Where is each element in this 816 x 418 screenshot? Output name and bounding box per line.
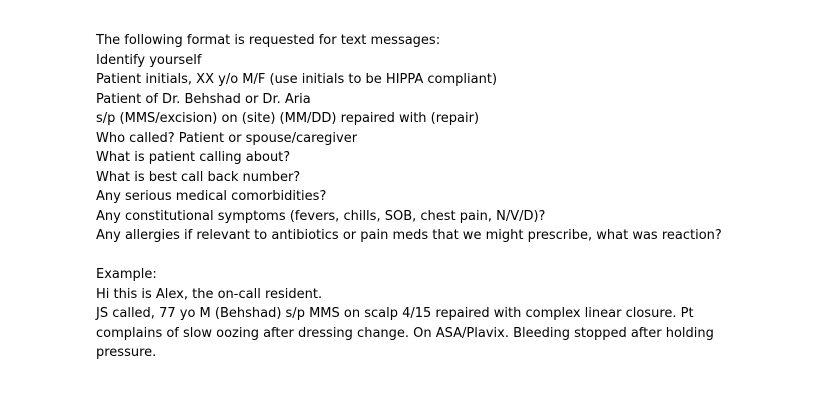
example-body-line-3: pressure.	[96, 345, 157, 360]
format-item-caller: Who called? Patient or spouse/caregiver	[96, 130, 358, 146]
format-item-initials: Patient initials, XX y/o M/F (use initials to be HIPPA compliant)	[96, 72, 498, 87]
document-body	[96, 31, 796, 363]
example-body-line-1: JS called, 77 yo M (Behshad) s/p MMS on scalp 4/15 repaired with complex linear closure. Pt	[96, 306, 694, 321]
example-greeting: Hi this is Alex, the on-call resident.	[96, 286, 323, 302]
format-item-allergies: Any allergies if relevant to antibiotics or pain meds that we might prescribe, what was reaction?	[96, 228, 722, 243]
example-heading: Example:	[96, 267, 157, 282]
paragraph-gap	[96, 246, 796, 266]
format-item-callback: What is best call back number?	[96, 169, 301, 185]
example-body-line-2: complains of slow oozing after dressing change. On ASA/Plavix. Bleeding stopped after holding	[96, 325, 714, 341]
format-item-identify: Identify yourself	[96, 52, 202, 68]
format-item-reason: What is patient calling about?	[96, 150, 291, 165]
format-item-symptoms: Any constitutional symptoms (fevers, chills, SOB, chest pain, N/V/D)?	[96, 208, 546, 224]
format-item-procedure: s/p (MMS/excision) on (site) (MM/DD) repaired with (repair)	[96, 111, 480, 126]
format-item-comorbidities: Any serious medical comorbidities?	[96, 189, 327, 204]
format-item-doctor: Patient of Dr. Behshad or Dr. Aria	[96, 91, 311, 107]
format-intro: The following format is requested for text messages:	[96, 33, 441, 48]
